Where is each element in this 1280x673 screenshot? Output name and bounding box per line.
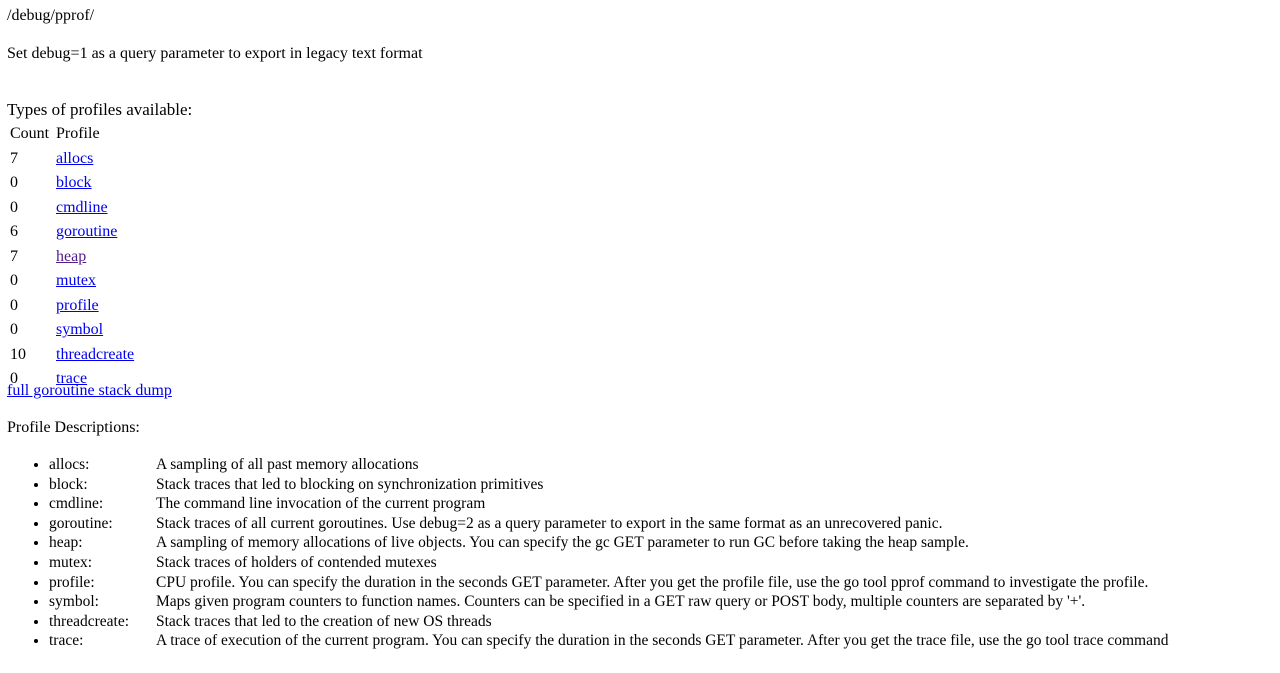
profile-count: 7 (10, 149, 18, 167)
description-text: Stack traces of all current goroutines. Use debug=2 as a query parameter to export in the same format as an unrecovered panic. (156, 514, 943, 532)
profile-link-profile[interactable]: profile (56, 296, 99, 314)
table-row (9, 197, 135, 220)
profile-column-header: Profile (56, 125, 100, 142)
list-item (49, 592, 1168, 612)
profile-count: 6 (10, 223, 18, 240)
full-goroutine-dump-row (7, 381, 172, 401)
profile-link-heap[interactable]: heap (56, 247, 87, 265)
description-profile-name: goroutine: (49, 514, 113, 532)
profile-link-threadcreate[interactable]: threadcreate (56, 345, 135, 363)
table-row (9, 295, 135, 318)
description-profile-name: cmdline: (49, 495, 104, 513)
list-item (49, 573, 1168, 593)
description-profile-name: symbol: (49, 593, 99, 611)
profile-link-trace[interactable]: trace (56, 370, 88, 387)
description-text: A trace of execution of the current program. You can specify the duration in the seconds GET parameter. After you get the trace file, use the go tool trace command (156, 632, 1169, 650)
profile-name-cell (55, 172, 135, 195)
description-profile-name: mutex: (49, 553, 93, 571)
description-text: Maps given program counters to function names. Counters can be specified in a GET raw query or POST body, multiple counters are separated by '+'. (156, 593, 1086, 611)
full-goroutine-stack-dump-link[interactable]: full goroutine stack dump (7, 382, 172, 399)
profile-name-cell (55, 197, 135, 220)
profile-count: 0 (10, 321, 18, 338)
legacy-format-hint: Set debug=1 as a query parameter to export in legacy text format (7, 45, 423, 62)
profile-name-cell (55, 344, 135, 367)
profile-count: 0 (10, 296, 18, 314)
description-text: Stack traces that led to blocking on synchronization primitives (156, 475, 544, 493)
profile-name-cell (55, 319, 135, 342)
profile-name-cell (55, 221, 135, 244)
table-row (9, 221, 135, 244)
description-profile-name: profile: (49, 573, 95, 591)
profile-types-heading: Types of profiles available: (7, 100, 193, 119)
list-item (49, 533, 1168, 553)
profile-link-cmdline[interactable]: cmdline (56, 198, 108, 216)
page-path: /debug/pprof/ (7, 7, 95, 24)
description-text: The command line invocation of the current program (156, 495, 486, 513)
profile-name-cell (55, 246, 135, 269)
profile-link-block[interactable]: block (56, 174, 92, 191)
table-row (9, 319, 135, 342)
description-profile-name: threadcreate: (49, 612, 130, 630)
profile-count: 0 (10, 174, 18, 191)
table-row (9, 246, 135, 269)
list-item (49, 475, 1168, 495)
description-text: CPU profile. You can specify the duration in the seconds GET parameter. After you get the profile file, use the go tool pprof command to investigate the profile. (156, 573, 1149, 591)
description-profile-name: allocs: (49, 456, 90, 473)
profile-count: 10 (10, 345, 26, 363)
count-column-header: Count (10, 125, 50, 142)
list-item (49, 553, 1168, 573)
list-item (49, 631, 1168, 651)
profile-count: 7 (10, 247, 18, 265)
table-row (9, 148, 135, 171)
list-item (49, 612, 1168, 632)
profiles-table (7, 121, 137, 393)
profile-link-symbol[interactable]: symbol (56, 321, 104, 338)
list-item (49, 514, 1168, 534)
profile-link-allocs[interactable]: allocs (56, 149, 94, 167)
table-header-row (9, 123, 135, 146)
profile-link-mutex[interactable]: mutex (56, 272, 96, 289)
profiles-table-body (9, 148, 135, 391)
profile-count: 0 (10, 370, 18, 387)
description-profile-name: trace: (49, 632, 84, 650)
profile-name-cell (55, 148, 135, 171)
description-text: A sampling of all past memory allocations (156, 456, 419, 473)
description-profile-name: heap: (49, 534, 83, 552)
table-row (9, 172, 135, 195)
profile-name-cell (55, 270, 135, 293)
profile-descriptions-heading: Profile Descriptions: (7, 419, 140, 436)
list-item (49, 494, 1168, 514)
table-row (9, 344, 135, 367)
description-text: Stack traces of holders of contended mutexes (156, 553, 437, 571)
description-text: A sampling of memory allocations of live objects. You can specify the gc GET parameter to run GC before taking the heap sample. (156, 534, 969, 552)
description-text: Stack traces that led to the creation of new OS threads (156, 612, 492, 630)
profile-count: 0 (10, 272, 18, 289)
description-profile-name: block: (49, 475, 88, 493)
profile-descriptions-list (0, 455, 1168, 651)
table-row (9, 270, 135, 293)
profile-count: 0 (10, 198, 18, 216)
list-item (49, 455, 1168, 475)
profile-name-cell (55, 295, 135, 318)
profile-link-goroutine[interactable]: goroutine (56, 223, 118, 240)
